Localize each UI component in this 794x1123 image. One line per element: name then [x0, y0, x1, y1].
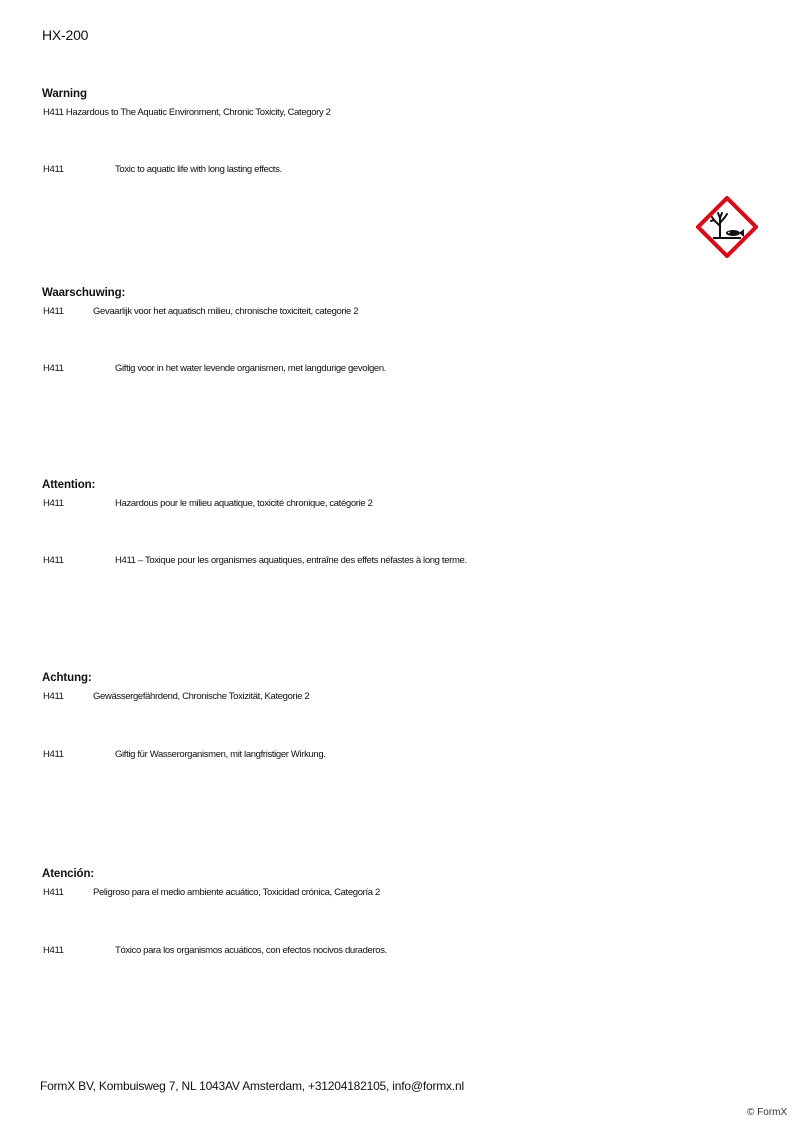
statement-de: Giftig für Wasserorganismen, mit langfristiger Wirkung.: [115, 749, 326, 760]
company-footer: FormX BV, Kombuisweg 7, NL 1043AV Amsterdam, +31204182105, info@formx.nl: [40, 1079, 464, 1093]
copyright-notice: © FormX: [747, 1107, 788, 1118]
classification-code-es: H411: [43, 887, 64, 898]
statement-nl: Giftig voor in het water levende organismen, met langdurige gevolgen.: [115, 363, 387, 374]
section-heading-es: Atención:: [42, 868, 95, 880]
section-heading-de: Achtung:: [42, 672, 92, 684]
statement-code-es: H411: [43, 945, 64, 956]
statement-es: Tóxico para los organismos acuáticos, con efectos nocivos duraderos.: [115, 945, 387, 956]
classification-nl: Gevaarlijk voor het aquatisch milieu, chronische toxiciteit, categorie 2: [93, 306, 359, 317]
section-heading-fr: Attention:: [42, 479, 96, 491]
statement-code-nl: H411: [43, 363, 64, 374]
classification-code-fr: H411: [43, 498, 64, 509]
section-heading-nl: Waarschuwing:: [42, 287, 126, 299]
section-heading-en: Warning: [42, 88, 87, 100]
statement-code-en: H411: [43, 164, 64, 175]
environment-hazard-pictogram: [696, 196, 758, 258]
statement-en: Toxic to aquatic life with long lasting effects.: [115, 164, 282, 175]
classification-es: Peligroso para el medio ambiente acuático, Toxicidad crónica, Categoría 2: [93, 887, 380, 898]
classification-fr: Hazardous pour le milieu aquatique, toxicité chronique, catégorie 2: [115, 498, 373, 509]
classification-code-nl: H411: [43, 306, 64, 317]
classification-en: H411 Hazardous to The Aquatic Environment, Chronic Toxicity, Category 2: [43, 107, 331, 118]
product-code: HX-200: [42, 27, 89, 43]
classification-de: Gewässergefährdend, Chronische Toxizität, Kategorie 2: [93, 691, 310, 702]
statement-fr: H411 – Toxique pour les organismes aquatiques, entraîne des effets néfastes à long terme.: [115, 555, 467, 566]
classification-code-de: H411: [43, 691, 64, 702]
statement-code-fr: H411: [43, 555, 64, 566]
statement-code-de: H411: [43, 749, 64, 760]
